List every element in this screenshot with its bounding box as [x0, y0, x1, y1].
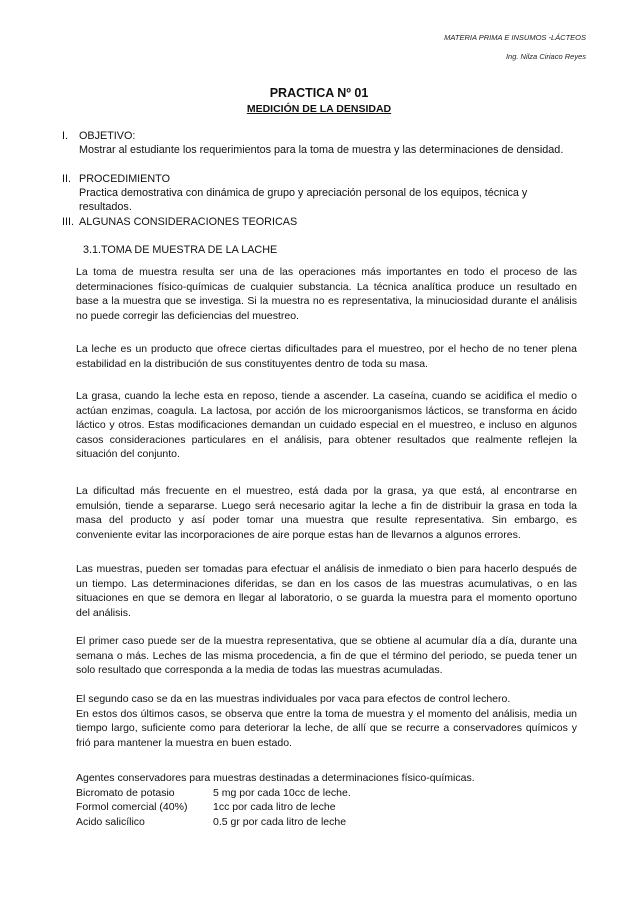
paragraph-line: determinaciones físico-químicas de cualquier substancia. La técnica analítica produce un resultado en [76, 280, 577, 293]
preservative-row [76, 800, 475, 815]
paragraph-line: semana o más. Leches de las misma procedencia, a fin de que el término del periodo, se pueda tener un [76, 649, 577, 662]
paragraph-line: conveniente evitar las incorporaciones de aire porque estas han de llevarnos a algunos errores. [76, 528, 521, 541]
paragraph-7 [76, 692, 577, 750]
preservative-agent: Acido salicílico [76, 815, 145, 828]
paragraph-line: un tiempo. Las determinaciones diferidas, se dan en los casos de las muestras acumulativas, o en las [76, 577, 577, 590]
paragraph-line: solo resultado que corresponda a la media de todas las muestras acumuladas. [76, 664, 443, 677]
preservative-dose: 0.5 gr por cada litro de leche [213, 815, 347, 828]
paragraph-line: El segundo caso se da en las muestras individuales por vaca para efectos de control lechero. [76, 693, 511, 705]
header-subject: MATERIA PRIMA E INSUMOS -LÁCTEOS [444, 33, 586, 42]
paragraph-line: Las muestras, pueden ser tomadas para efectuar el análisis de inmediato o bien para hacerlo después de [76, 563, 577, 575]
paragraph-line: masa del producto y así poder tomar una muestra que resulte representativa. Sin embargo, es [76, 514, 577, 527]
preservative-row [76, 786, 475, 801]
paragraph-2 [76, 342, 577, 371]
paragraph-5 [76, 562, 577, 620]
preservative-row [76, 815, 475, 830]
practice-subtitle: MEDICIÓN DE LA DENSIDAD [246, 103, 392, 115]
section-heading: ALGUNAS CONSIDERACIONES TEORICAS [79, 216, 298, 228]
paragraph-line: La dificultad más frecuente en el muestreo, está dada por la grasa, ya que está, al encontrarse en [76, 485, 577, 497]
preservative-dose: 1cc por cada litro de leche [213, 801, 336, 814]
section-number: I. [62, 130, 68, 142]
subsection-sampling: 3.1.TOMA DE MUESTRA DE LA LACHE [83, 244, 278, 256]
section-heading: OBJETIVO: [79, 130, 136, 142]
preservative-agent: Bicromato de potasio [76, 786, 175, 799]
objective-text: Mostrar al estudiante los requerimientos para la toma de muestra y las determinaciones de densidad. [79, 144, 564, 156]
header-author: Ing. Nilza Ciriaco Reyes [505, 52, 586, 61]
paragraph-3 [76, 389, 577, 462]
paragraph-line: base a la muestra que se investiga. Si la muestra no es representativa, la minuciosidad durante el análisis [76, 295, 577, 308]
section-number: II. [62, 173, 71, 185]
procedure-text: Practica demostrativa con dinámica de grupo y apreciación personal de los equipos, técnica y resultados. [79, 187, 528, 213]
paragraph-line: láctico y otros. Estas modificaciones demandan un cuidado especial en el muestreo, e incluso en algunos [76, 419, 577, 432]
paragraph-line: situaciones en que se demora en llegar al laboratorio, o se guarda la muestra para el momento oportuno [76, 592, 577, 605]
paragraph-line: La toma de muestra resulta ser una de las operaciones más importantes en todo el proceso de las [76, 266, 577, 278]
paragraph-line: La leche es un producto que ofrece ciertas dificultades para el muestreo, por el hecho de no tener plena [76, 343, 577, 355]
section-heading: PROCEDIMIENTO [79, 173, 170, 185]
section-number: III. [62, 216, 74, 228]
paragraph-1 [76, 265, 577, 323]
paragraph-6 [76, 634, 577, 678]
section-considerations [62, 215, 297, 229]
paragraph-line: actúan enzimas, coagula. La lactosa, por acción de los microorganismos lácticos, se transforma en ácido [76, 404, 577, 417]
paragraph-line: casos consideraciones particulares en el análisis, para obtener resultados que realmente reflejen la [76, 433, 577, 446]
paragraph-line: El primer caso puede ser de la muestra representativa, que se obtiene al acumular día a día, durante una [76, 635, 577, 647]
preservative-dose: 5 mg por cada 10cc de leche. [213, 786, 351, 799]
paragraph-line: del análisis. [76, 606, 131, 619]
section-objective [62, 129, 135, 143]
paragraph-4 [76, 484, 577, 542]
paragraph-line: En estos dos últimos casos, se observa que entre la toma de muestra y el momento del análisis, media un [76, 707, 577, 720]
paragraph-line: La grasa, cuando la leche esta en reposo, tiende a ascender. La caseína, cuando se acidifica el medio o [76, 390, 577, 402]
practice-title: PRACTICA Nº 01 [269, 86, 369, 100]
paragraph-line: estabilidad en la distribución de sus constituyentes dentro de toda su masa. [76, 357, 428, 370]
preservatives-intro: Agentes conservadores para muestras destinadas a determinaciones físico-químicas. [76, 772, 475, 784]
paragraph-line: emulsión, tiende a separarse. Luego será necesario agitar la leche a fin de distribuir la grasa en toda la [76, 499, 577, 512]
paragraph-line: no puede corregir las deficiencias del muestreo. [76, 309, 299, 322]
paragraph-line: frió para mantener la muestra en buen estado. [76, 736, 292, 749]
section-procedure [62, 172, 170, 186]
preservatives-list [76, 771, 475, 829]
preservative-agent: Formol comercial (40%) [76, 801, 188, 814]
paragraph-line: situación del conjunto. [76, 448, 180, 461]
paragraph-line: tiempo largo, suficiente como para deteriorar la leche, de allí que se recurre a conservadores químicos y [76, 722, 577, 735]
